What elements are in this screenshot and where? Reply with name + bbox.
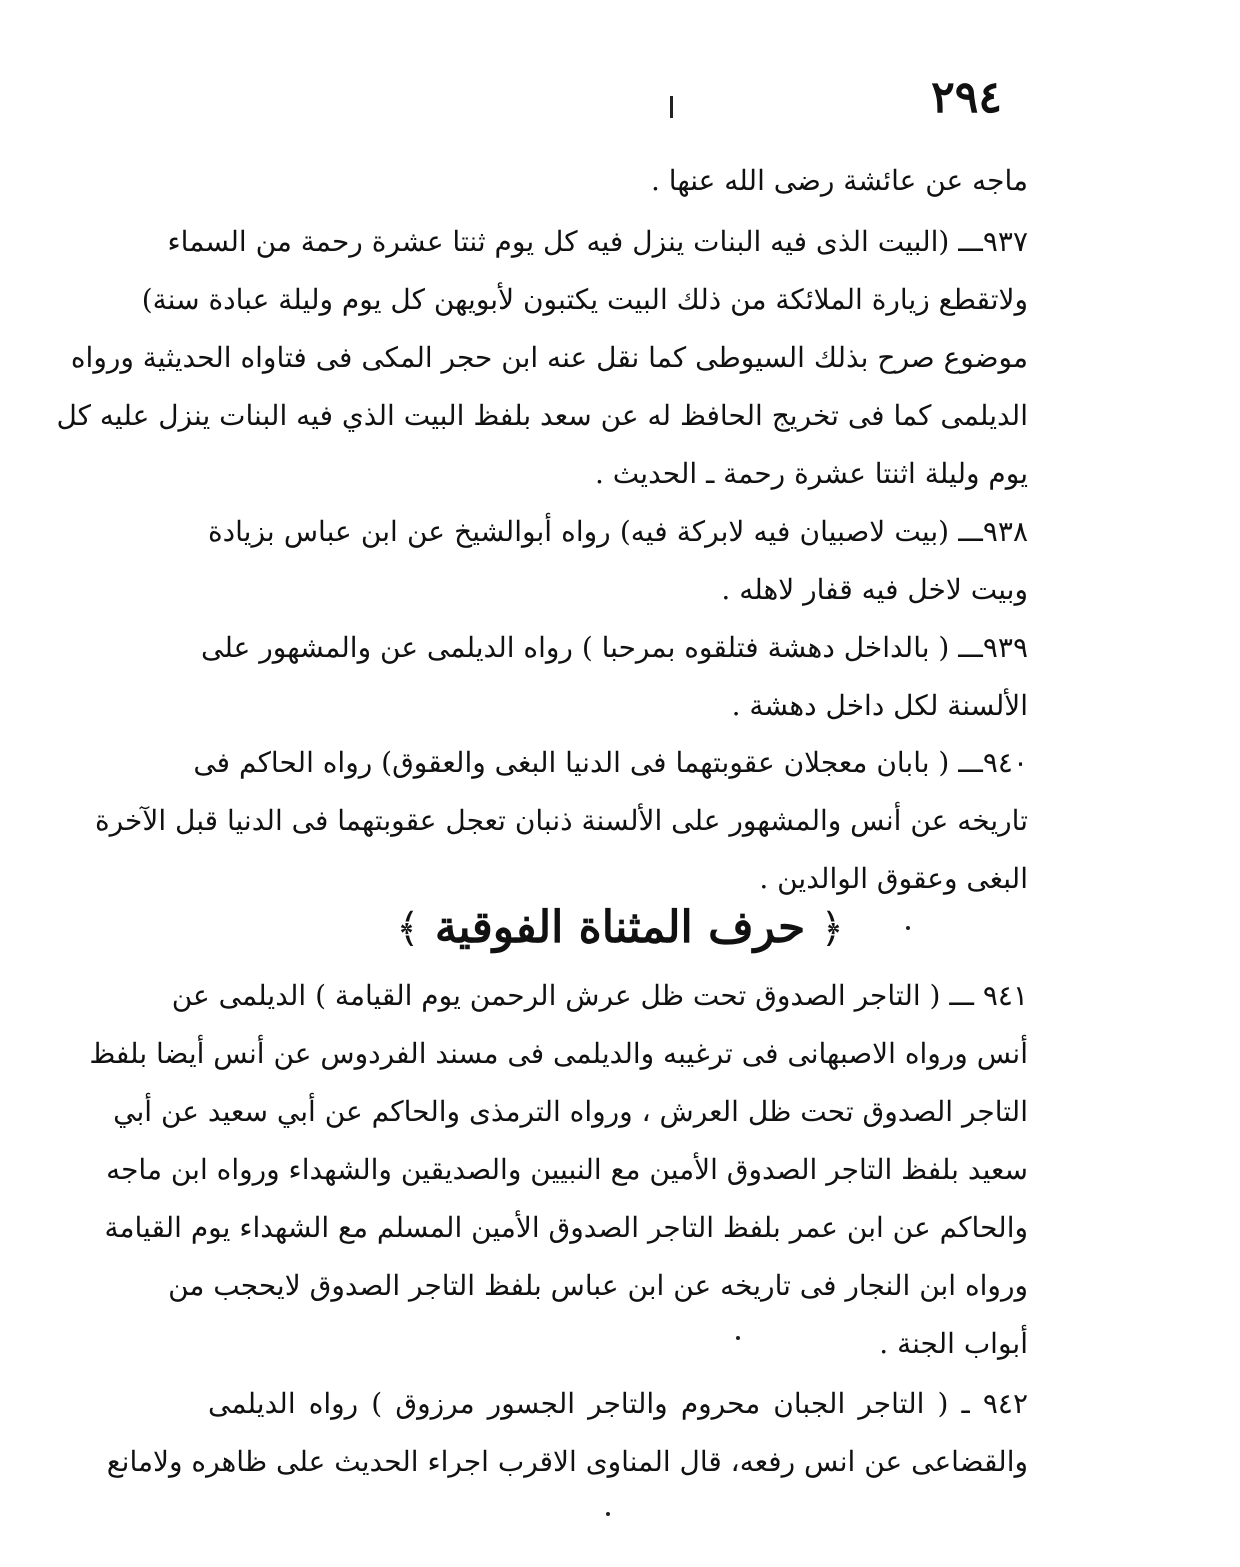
text-line: ٩٤٢ ـ ( التاجر الجبان محروم والتاجر الجسور مرزوق ) رواه الديلمى [208,1387,1028,1420]
scan-speck [736,1336,740,1340]
heading-close-paren: ﴾ [396,906,420,952]
page-number: ٢٩٤ [931,72,1002,123]
print-mark [670,96,673,118]
text-line: ٩٤١ ـــ ( التاجر الصدوق تحت ظل عرش الرحمن يوم القيامة ) الديلمى عن [171,979,1028,1012]
text-line: أبواب الجنة . [879,1327,1028,1360]
text-line: ولاتقطع زيارة الملائكة من ذلك البيت يكتبون لأبويهن كل يوم وليلة عبادة سنة) [141,283,1028,316]
paragraph-continuation [208,152,1028,210]
section-heading [0,902,1240,953]
heading-text: حرف المثناة الفوقية [434,902,806,953]
text-line: الديلمى كما فى تخريج الحافظ له عن سعد بلفظ البيت الذي فيه البنات ينزل عليه كل [56,399,1028,432]
hadith-938 [208,503,1028,619]
text-line: ٩٤٠ـــ ( بابان معجلان عقوبتهما فى الدنيا البغى والعقوق) رواه الحاكم فى [193,746,1028,779]
text-line: سعيد بلفظ التاجر الصدوق الأمين مع النبيين والصديقين والشهداء ورواه ابن ماجه [106,1153,1028,1186]
text-line: ورواه ابن النجار فى تاريخه عن ابن عباس بلفظ التاجر الصدوق لايحجب من [168,1269,1028,1302]
hadith-940 [94,734,1028,908]
text-line: التاجر الصدوق تحت ظل العرش ، ورواه الترمذى والحاكم عن أبي سعيد عن أبي [113,1095,1028,1128]
text-line: ٩٣٧ـــ (البيت الذى فيه البنات ينزل فيه كل يوم ثنتا عشرة رحمة من السماء [167,225,1028,258]
text-line: ماجه عن عائشة رضى الله عنها . [650,164,1028,197]
hadith-939 [201,619,1028,735]
text-line: ٩٣٩ـــ ( بالداخل دهشة فتلقوه بمرحبا ) رواه الديلمى عن والمشهور على [201,631,1028,664]
text-line: تاريخه عن أنس والمشهور على الألسنة ذنبان تعجل عقوبتهما فى الدنيا قبل الآخرة [94,804,1028,837]
heading-open-paren: ﴿ [820,906,844,952]
text-line: ٩٣٨ـــ (بيت لاصبيان فيه لابركة فيه) رواه أبوالشيخ عن ابن عباس بزيادة [208,515,1028,548]
text-line: وبيت لاخل فيه قفار لاهله . [721,573,1028,606]
scan-speck [606,1512,610,1516]
hadith-937 [56,213,1028,503]
text-line: موضوع صرح بذلك السيوطى كما نقل عنه ابن حجر المكى فى فتاواه الحديثية ورواه [70,341,1028,374]
hadith-942 [106,1375,1028,1491]
scan-speck [906,926,910,930]
text-line: يوم وليلة اثنتا عشرة رحمة ـ الحديث . [595,457,1028,490]
text-line: والحاكم عن ابن عمر بلفظ التاجر الصدوق الأمين المسلم مع الشهداء يوم القيامة [104,1211,1028,1244]
hadith-941 [89,967,1028,1373]
text-line: الألسنة لكل داخل دهشة . [731,689,1028,722]
text-line: أنس ورواه الاصبهانى فى ترغيبه والديلمى فى مسند الفردوس عن أنس أيضا بلفظ [89,1037,1028,1070]
text-line: البغى وعقوق الوالدين . [759,862,1028,895]
text-line: والقضاعى عن انس رفعه، قال المناوى الاقرب اجراء الحديث على ظاهره ولامانع [106,1445,1028,1478]
